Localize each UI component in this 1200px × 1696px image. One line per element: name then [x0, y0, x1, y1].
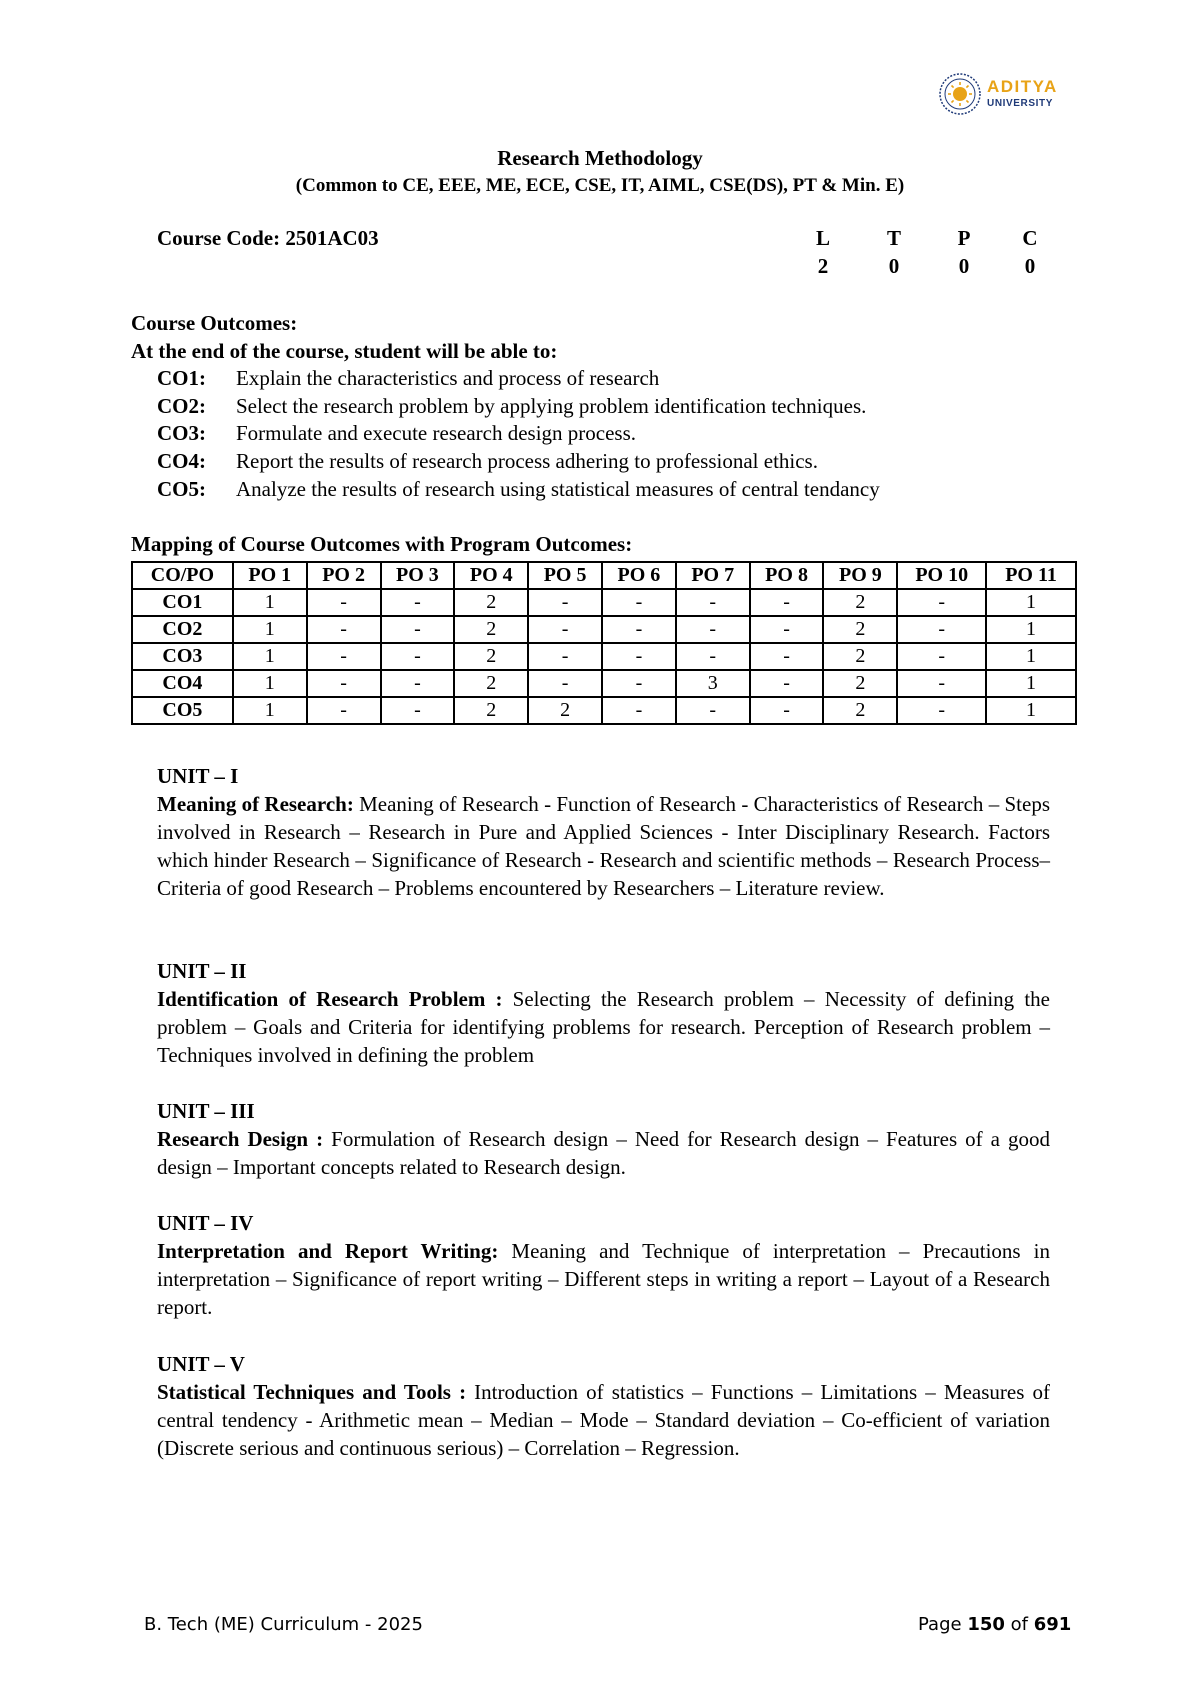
unit-section: [157, 1350, 1050, 1462]
table-cell: 1: [986, 643, 1076, 670]
table-cell: -: [602, 643, 676, 670]
column-header: PO 2: [307, 562, 381, 589]
table-cell: -: [307, 697, 381, 724]
table-cell: 2: [454, 589, 528, 616]
table-cell: -: [381, 697, 455, 724]
table-cell: -: [381, 670, 455, 697]
column-header: PO 8: [750, 562, 824, 589]
unit-section: [157, 1209, 1050, 1321]
unit-text: Introduction of statistics – Functions – Limitations – Measures of central tendency - Arithmetic mean – Median – Mode – Standard deviation – Co-efficient of variation (Discrete serious and continuous serious) – Correlation – Regression.: [157, 1380, 1050, 1460]
table-cell: -: [381, 616, 455, 643]
outcome-item: [157, 366, 659, 391]
table-cell: 2: [823, 643, 897, 670]
outcome-text: Select the research problem by applying problem identification techniques.: [236, 394, 867, 418]
ltpc-header-l: L: [815, 226, 830, 250]
table-cell: -: [528, 643, 602, 670]
table-cell: -: [307, 589, 381, 616]
outcome-id: CO5:: [157, 477, 206, 501]
course-code: Course Code: 2501AC03: [157, 226, 379, 250]
unit-body: [157, 1378, 1050, 1462]
table-cell: 2: [454, 697, 528, 724]
footer-curriculum: B. Tech (ME) Curriculum - 2025: [144, 1614, 423, 1635]
outcome-id: CO3:: [157, 421, 206, 445]
column-header: PO 9: [823, 562, 897, 589]
outcome-item: [157, 421, 636, 446]
column-header: PO 5: [528, 562, 602, 589]
table-cell: -: [381, 643, 455, 670]
table-cell: -: [528, 616, 602, 643]
table-row: [132, 670, 1076, 697]
outcome-item: [157, 477, 880, 502]
table-cell: -: [897, 616, 986, 643]
table-header-row: [132, 562, 1076, 589]
table-cell: -: [897, 589, 986, 616]
outcome-text: Formulate and execute research design process.: [236, 421, 637, 445]
ltpc-value-p: 0: [958, 254, 970, 278]
table-cell: -: [528, 589, 602, 616]
co-po-mapping-table: [131, 561, 1077, 725]
mapping-heading: Mapping of Course Outcomes with Program Outcomes:: [131, 532, 633, 556]
table-cell: -: [750, 697, 824, 724]
table-cell: 3: [676, 670, 750, 697]
page-total: 691: [1033, 1614, 1072, 1635]
footer-page-number: [918, 1614, 1071, 1635]
university-logo: [938, 70, 1060, 120]
unit-title: UNIT – I: [157, 764, 239, 788]
table-cell: -: [750, 670, 824, 697]
unit-text: Formulation of Research design – Need for Research design – Features of a good design – Important concepts related to Research design.: [157, 1127, 1050, 1179]
table-cell: -: [897, 643, 986, 670]
table-row: [132, 697, 1076, 724]
table-cell: 1: [233, 643, 307, 670]
table-cell: 1: [233, 616, 307, 643]
unit-body: [157, 1237, 1050, 1321]
table-cell: -: [307, 670, 381, 697]
unit-body: [157, 985, 1050, 1069]
table-cell: 2: [454, 616, 528, 643]
course-title: Research Methodology: [497, 146, 703, 170]
table-cell: 2: [823, 589, 897, 616]
table-cell: -: [750, 616, 824, 643]
row-header-cell: CO4: [132, 670, 233, 697]
outcome-text: Analyze the results of research using statistical measures of central tendancy: [236, 477, 880, 501]
unit-text: Meaning of Research - Function of Research - Characteristics of Research – Steps involved in Research – Research in Pure and Applied Sciences - Inter Disciplinary Research. Factors which hinder Research – Significance of Research - Research and scientific methods – Research Process– Criteria of good Research – Problems encountered by Researchers – Literature review.: [157, 792, 1051, 900]
table-cell: 1: [233, 670, 307, 697]
column-header: PO 6: [602, 562, 676, 589]
column-header: CO/PO: [132, 562, 233, 589]
ltpc-value-c: 0: [1024, 254, 1036, 278]
outcome-item: [157, 394, 866, 419]
table-cell: -: [307, 643, 381, 670]
outcomes-heading: Course Outcomes:: [131, 311, 298, 335]
row-header-cell: CO1: [132, 589, 233, 616]
row-header-cell: CO5: [132, 697, 233, 724]
outcomes-intro: At the end of the course, student will be able to:: [131, 339, 558, 363]
row-header-cell: CO3: [132, 643, 233, 670]
page-current: 150: [967, 1614, 1005, 1635]
ltpc-header-t: T: [886, 226, 901, 250]
table-cell: 1: [986, 670, 1076, 697]
row-header-cell: CO2: [132, 616, 233, 643]
aditya-seal-icon: [938, 72, 982, 116]
table-row: [132, 643, 1076, 670]
column-header: PO 7: [676, 562, 750, 589]
unit-text: Meaning and Technique of interpretation – Precautions in interpretation – Significance of report writing – Different steps in writing a report – Layout of a Research report.: [157, 1239, 1050, 1319]
table-cell: -: [750, 643, 824, 670]
column-header: PO 10: [897, 562, 986, 589]
unit-title: UNIT – III: [157, 1099, 255, 1123]
table-cell: 2: [823, 616, 897, 643]
table-cell: -: [676, 643, 750, 670]
ltpc-header-p: P: [957, 226, 971, 250]
unit-topic: Statistical Techniques and Tools :: [157, 1380, 467, 1404]
table-cell: 1: [986, 616, 1076, 643]
unit-topic: Meaning of Research:: [157, 792, 354, 816]
table-cell: -: [676, 616, 750, 643]
table-cell: 1: [233, 589, 307, 616]
ltpc-value-t: 0: [888, 254, 900, 278]
unit-topic: Research Design :: [157, 1127, 324, 1151]
unit-section: [157, 957, 1050, 1069]
unit-body: [157, 1125, 1050, 1181]
table-cell: -: [676, 589, 750, 616]
table-body: [132, 589, 1076, 724]
table-row: [132, 616, 1076, 643]
table-cell: -: [602, 589, 676, 616]
table-cell: -: [381, 589, 455, 616]
table-cell: -: [897, 670, 986, 697]
column-header: PO 3: [381, 562, 455, 589]
outcome-text: Explain the characteristics and process of research: [236, 366, 660, 390]
outcome-id: CO1:: [157, 366, 206, 390]
table-cell: -: [676, 697, 750, 724]
table-cell: -: [307, 616, 381, 643]
table-cell: 1: [986, 697, 1076, 724]
unit-section: [157, 762, 1050, 902]
table-cell: -: [602, 670, 676, 697]
outcome-item: [157, 449, 818, 474]
unit-text: Selecting the Research problem – Necessity of defining the problem – Goals and Criteria for identifying problems for research. Perception of Research problem – Techniques involved in defining the problem: [157, 987, 1050, 1067]
unit-topic: Interpretation and Report Writing:: [157, 1239, 499, 1263]
table-cell: 2: [823, 670, 897, 697]
table-cell: -: [897, 697, 986, 724]
unit-title: UNIT – II: [157, 959, 247, 983]
logo-wordmark: ADITYA: [987, 77, 1058, 96]
outcome-id: CO4:: [157, 449, 206, 473]
ltpc-header-c: C: [1022, 226, 1038, 250]
table-cell: 1: [986, 589, 1076, 616]
table-cell: 2: [528, 697, 602, 724]
outcome-id: CO2:: [157, 394, 206, 418]
outcome-text: Report the results of research process adhering to professional ethics.: [236, 449, 818, 473]
table-cell: -: [750, 589, 824, 616]
unit-topic: Identification of Research Problem :: [157, 987, 503, 1011]
table-cell: 2: [823, 697, 897, 724]
column-header: PO 1: [233, 562, 307, 589]
table-row: [132, 589, 1076, 616]
table-cell: -: [602, 697, 676, 724]
unit-title: UNIT – V: [157, 1352, 245, 1376]
table-cell: -: [602, 616, 676, 643]
page-of: of: [1004, 1614, 1034, 1635]
course-subtitle: (Common to CE, EEE, ME, ECE, CSE, IT, AIML, CSE(DS), PT & Min. E): [295, 175, 905, 196]
unit-body: [157, 790, 1050, 902]
table-cell: 2: [454, 670, 528, 697]
column-header: PO 4: [454, 562, 528, 589]
column-header: PO 11: [986, 562, 1076, 589]
unit-section: [157, 1097, 1050, 1181]
table-cell: 1: [233, 697, 307, 724]
table-cell: -: [528, 670, 602, 697]
ltpc-value-l: 2: [817, 254, 829, 278]
table-cell: 2: [454, 643, 528, 670]
unit-title: UNIT – IV: [157, 1211, 254, 1235]
logo-subtitle: UNIVERSITY: [987, 98, 1054, 109]
page-prefix: Page: [918, 1614, 968, 1635]
